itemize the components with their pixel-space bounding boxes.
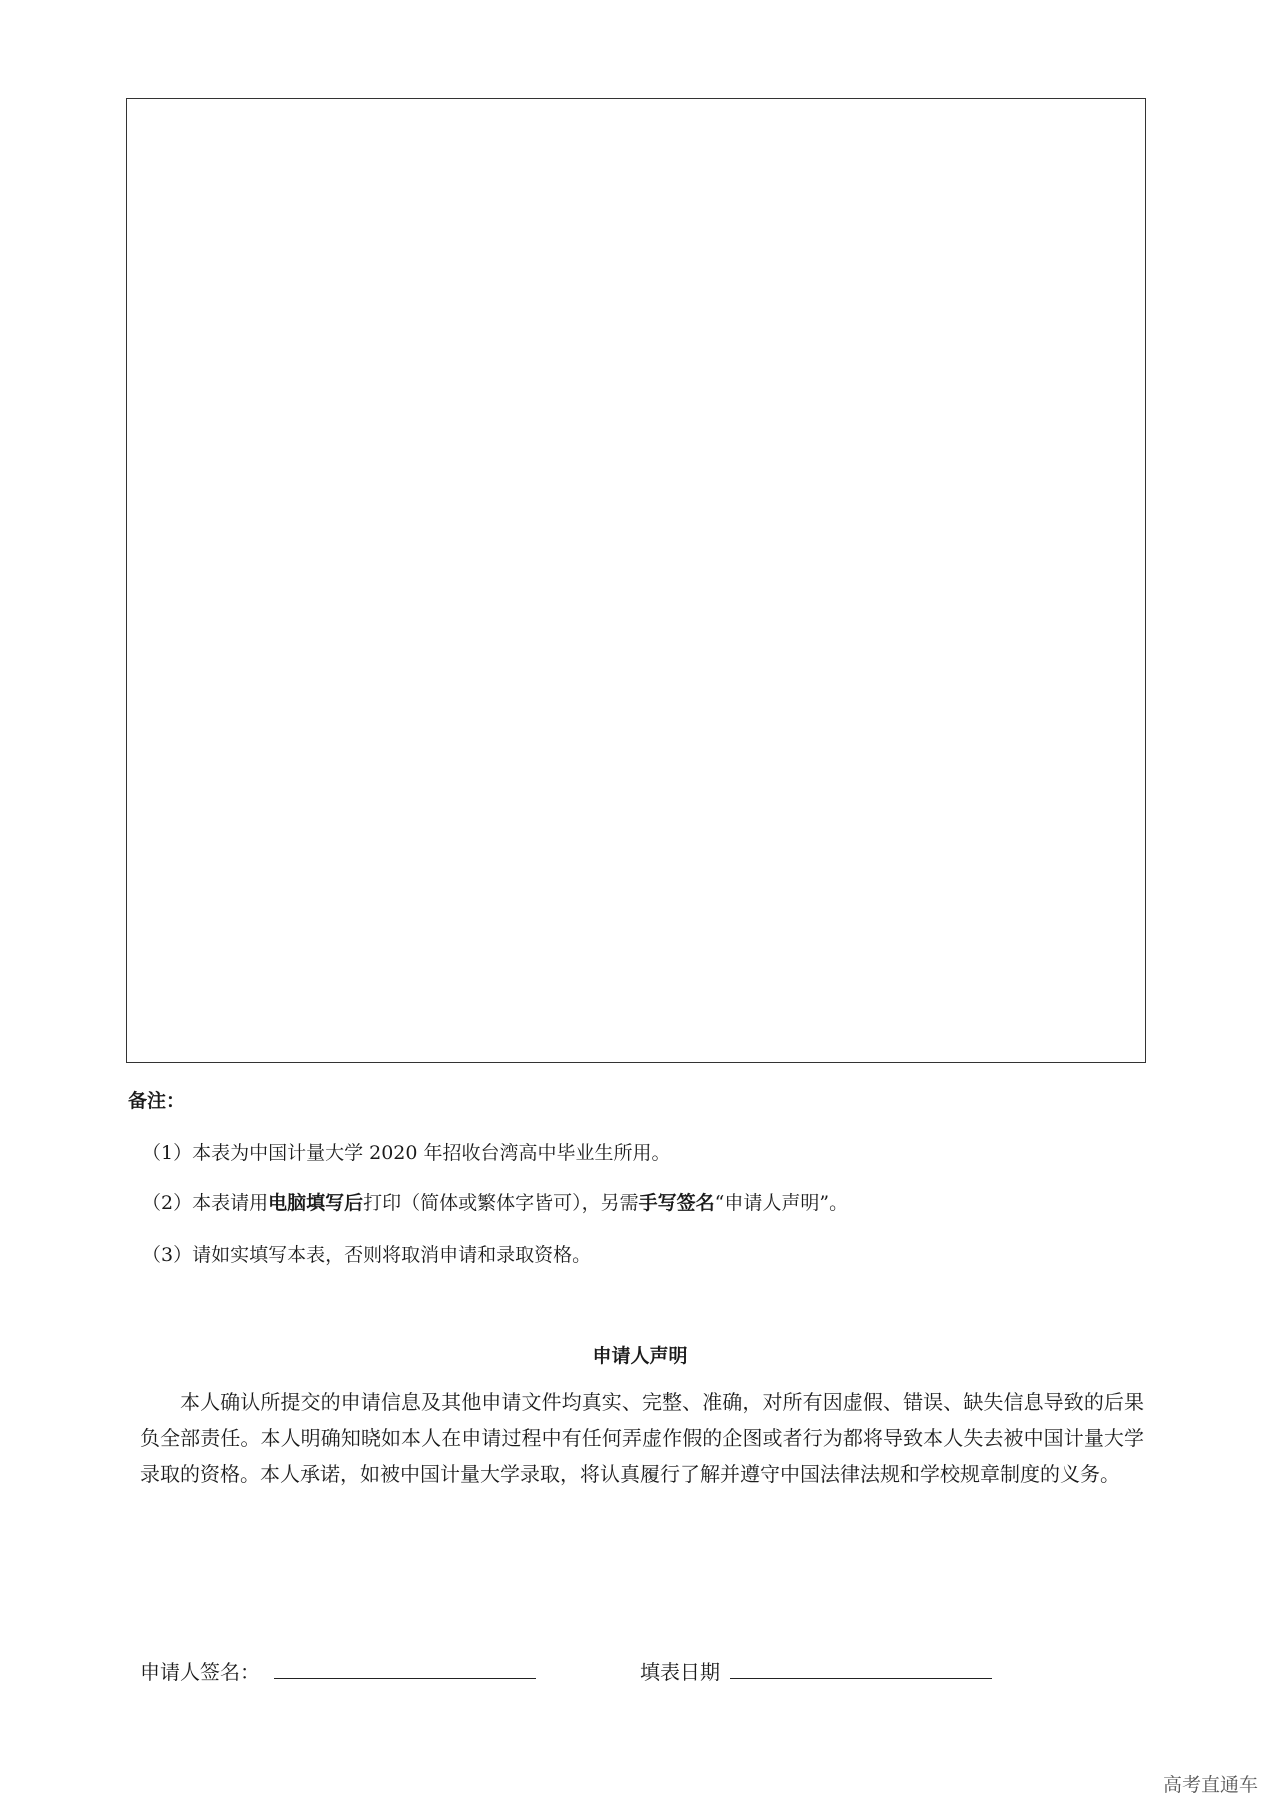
fill-date-label: 填表日期	[640, 1660, 720, 1684]
note-2-bold-computer-fill: 电脑填写后	[268, 1192, 364, 1214]
applicant-signature-line[interactable]	[274, 1678, 536, 1679]
note-2-suffix: “申请人声明”。	[714, 1192, 849, 1214]
applicant-signature-label: 申请人签名：	[140, 1660, 260, 1684]
notes-title: 备注：	[128, 1090, 186, 1112]
declaration-body: 本人确认所提交的申请信息及其他申请文件均真实、完整、准确，对所有因虚假、错误、缺失信息导致的后果负全部责任。本人明确知晓如本人在申请过程中有任何弄虚作假的企图或者行为都将导致本人失去被中国计量大学录取的资格。本人承诺，如被中国计量大学录取，将认真履行了解并遵守中国法律法规和学校规章制度的义务。	[140, 1390, 1144, 1486]
note-item-3: （3）请如实填写本表，否则将取消申请和录取资格。	[142, 1244, 592, 1266]
note-item-2	[142, 1188, 848, 1215]
blank-content-box	[126, 98, 1146, 1063]
note-2-bold-handwritten-signature: 手写签名	[638, 1192, 715, 1214]
note-2-prefix: （2）本表请用	[142, 1192, 269, 1214]
note-2-middle: 打印（简体或繁体字皆可），另需	[363, 1192, 639, 1214]
declaration-title: 申请人声明	[592, 1345, 688, 1367]
note-item-1: （1）本表为中国计量大学 2020 年招收台湾高中毕业生所用。	[142, 1142, 671, 1164]
fill-date-line[interactable]	[730, 1678, 992, 1679]
watermark: 高考直通车	[1162, 1774, 1258, 1796]
